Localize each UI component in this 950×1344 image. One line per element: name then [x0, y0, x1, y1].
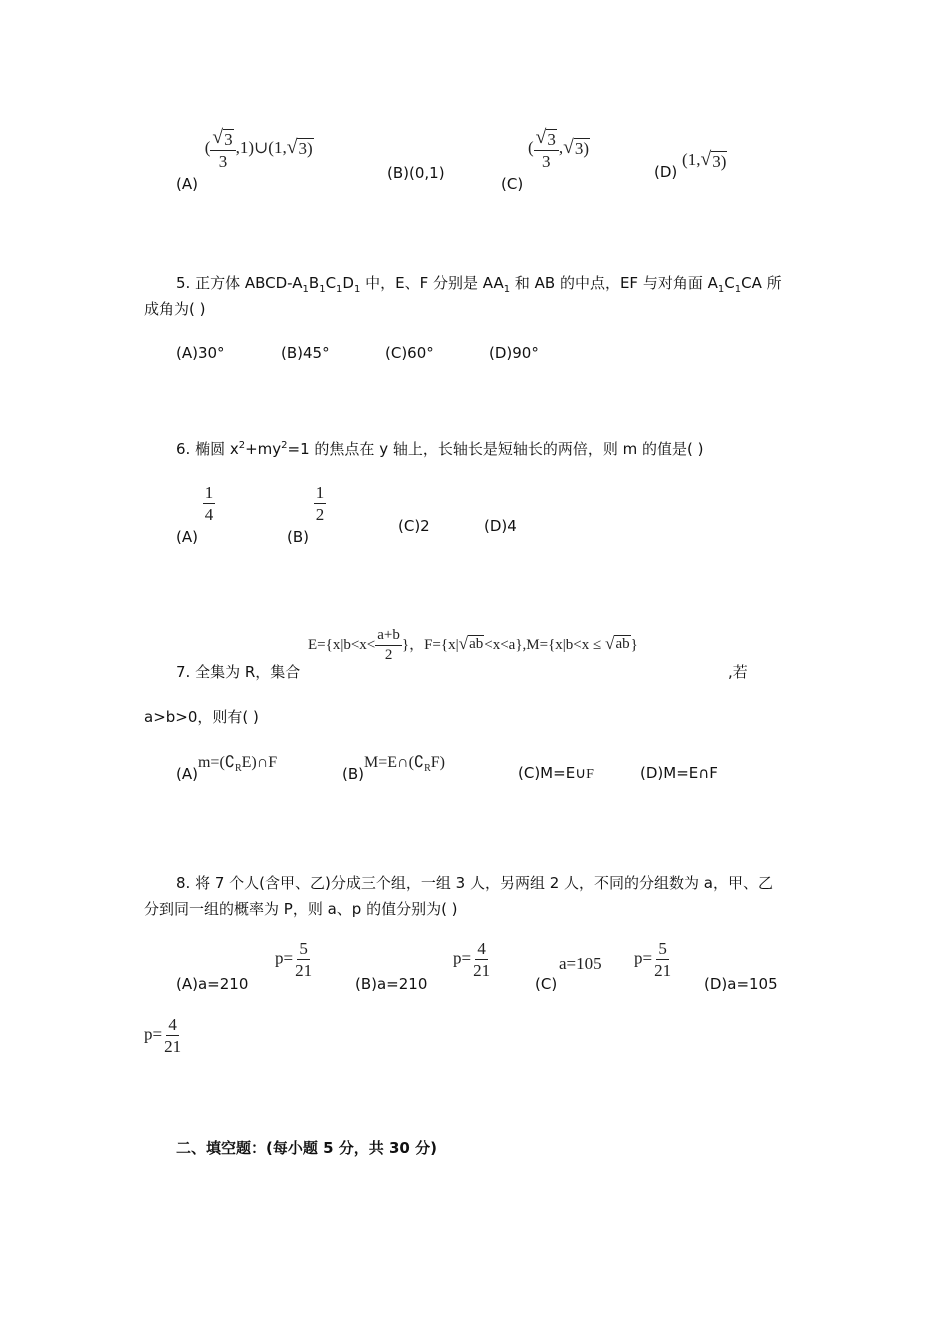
q7-stem-line2: a>b>0，则有( ) [144, 708, 259, 726]
q7-option-a: $(A)m=(∁_RE)\cap F$ [176, 754, 278, 783]
q4-option-d [654, 149, 727, 181]
q6-option-c: (C)2 [398, 517, 430, 535]
q6-b-fraction: $\frac{1}{2}$ [315, 483, 325, 524]
q7-stem: 7. 全集为 R，集合 [176, 663, 301, 681]
q4-c-expression: ( √ 3 3 , √ 3) [527, 127, 590, 171]
q8-option-a-prob: p= $\frac{5}{21}$ [275, 939, 313, 980]
q5-stem-line2: 成角为( ) [144, 300, 206, 318]
q6-option-a: (A) $\frac{1}{4}$ [176, 483, 214, 546]
q7-option-b: $(B)M=E\cap(∁_RF)$ [342, 754, 445, 783]
q4-a-expression: ( √ 3 3 ,1)∪(1, √ 3) [204, 127, 313, 171]
q4-option-b: (B)(0,1) [387, 164, 445, 182]
q8-option-d-prob: p= $\frac{4}{21}$ [144, 1015, 182, 1056]
q5-stem-line1: 5. 正方体 ABCD-$A_1B_1C_1D_1$ 中，E、F 分别是 $AA_1$ 和 AB 的中点，EF 与对角面 $A_1C_1CA$ 所 [176, 274, 782, 295]
q5-option-c: (C)60° [385, 344, 434, 362]
q4-a-label: (A) [176, 174, 198, 193]
q4-option-a [176, 127, 313, 193]
q7-set-expressions: E={x|b<x< $\frac{a+b}{2}$ }，F={x| √ ab <x<a},M={x|b<x ≤ √ ab } [308, 627, 638, 663]
q8-stem-line2: 分到同一组的概率为 P，则 a、p 的值分别为( ) [144, 900, 458, 918]
q4-d-label: (D) [654, 163, 678, 181]
q8-option-d-label: (D)a=105 [704, 975, 778, 993]
q7-b-expression: $M=E\cap(∁_RF)$ [364, 754, 445, 775]
q4-d-expression: (1, √ 3) [682, 149, 727, 171]
q5-option-d: (D)90° [489, 344, 539, 362]
q7-option-c: (C)M=E∪F [518, 764, 594, 782]
q4-option-c [501, 127, 590, 193]
q6-stem: 6. 椭圆 $x^2+my^2=1$ 的焦点在 y 轴上，长轴长是短轴长的两倍，则 m 的值是( ) [176, 440, 704, 458]
q7-option-d: (D)M=E∩F [640, 764, 718, 782]
q8-option-a-label: (A)a=210 [176, 975, 249, 993]
q8-option-b-prob: p= $\frac{4}{21}$ [453, 939, 491, 980]
q8-option-b-label: (B)a=210 [355, 975, 428, 993]
q8-option-c-a: a=105 [559, 954, 602, 973]
q6-option-d: (D)4 [484, 517, 517, 535]
q8-stem-line1: 8. 将 7 个人(含甲、乙)分成三个组，一组 3 人，另两组 2 人，不同的分组数为 a，甲、乙 [176, 874, 773, 892]
q7-a-expression: $m=(∁_RE)\cap F$ [197, 754, 278, 775]
q6-a-fraction: $\frac{1}{4}$ [204, 483, 214, 524]
q5-option-a: (A)30° [176, 344, 225, 362]
q8-option-c-prob: p= $\frac{5}{21}$ [634, 939, 672, 980]
q7-stem-tail: ,若 [728, 663, 748, 681]
q5-option-b: (B)45° [281, 344, 330, 362]
q4-c-label: (C) [501, 174, 524, 193]
q6-option-b: (B) $\frac{1}{2}$ [287, 483, 325, 546]
q8-option-c-label: (C) [535, 975, 558, 993]
section-2-heading: 二、填空题：(每小题 5 分，共 30 分) [176, 1139, 437, 1157]
